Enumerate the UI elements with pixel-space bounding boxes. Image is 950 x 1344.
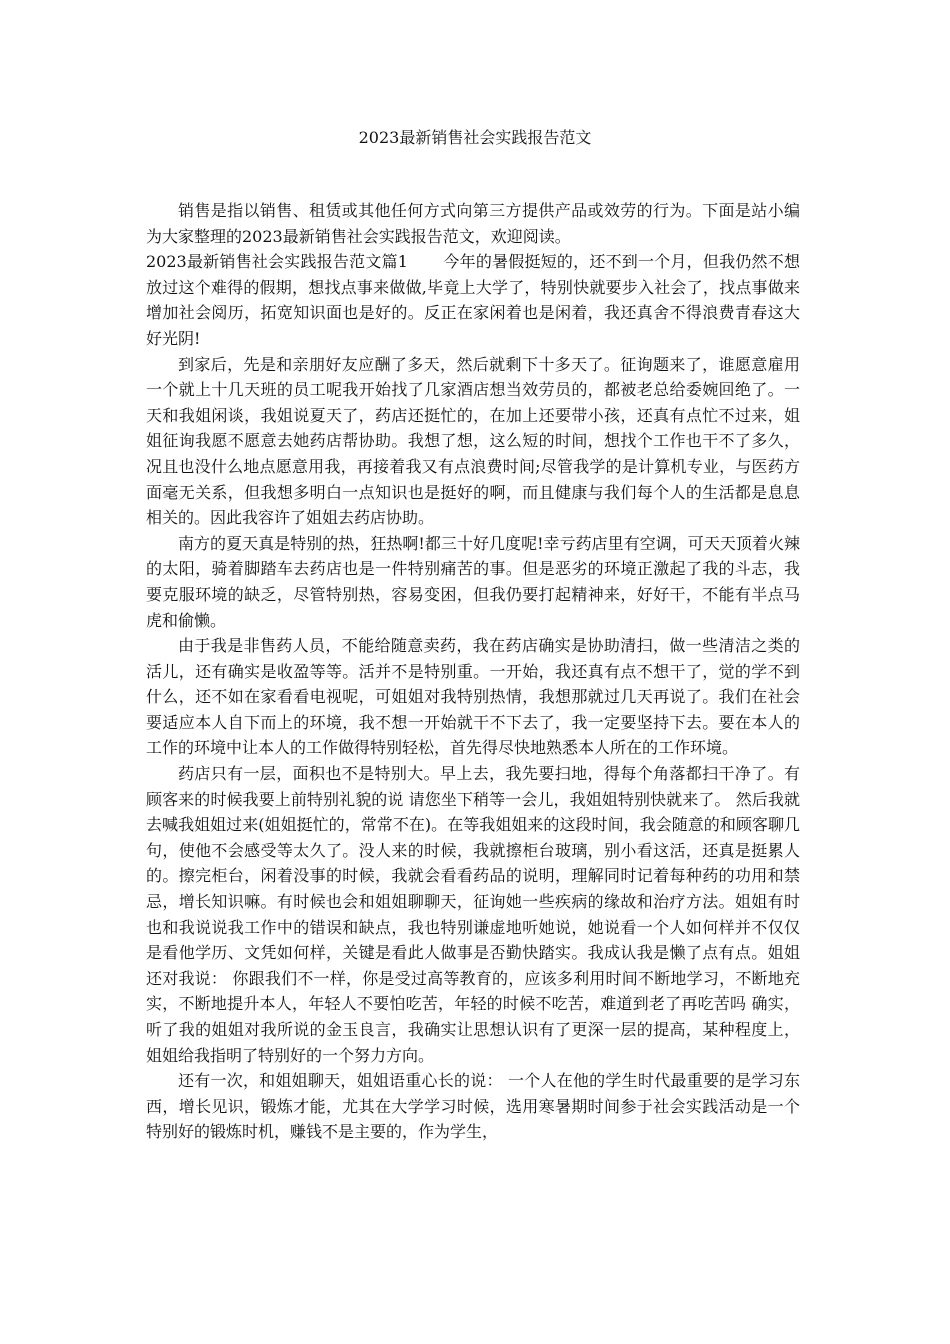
document-title: 2023最新销售社会实践报告范文 bbox=[358, 128, 592, 147]
body-paragraph-1: 到家后，先是和亲朋好友应酬了多天，然后就剩下十多天了。征询题来了，谁愿意雇用一个就上十几天班的员工呢我开始找了几家酒店想当效劳员的，都被老总给委婉回绝了。一天和我姐闲谈，我姐说夏天了，药店还挺忙的，在加上还要带小孩，还真有点忙不过来，姐姐征询我愿不愿意去她药店帮协助。我想了想，这么短的时间，想找个工作也干不了多久，况且也没什么地点愿意用我，再接着我又有点浪费时间;尽管我学的是计算机专业，与医药方面毫无关系，但我想多明白一点知识也是挺好的啊，而且健康与我们每个人的生活都是息息相关的。因此我容许了姐姐去药店协助。 bbox=[146, 354, 800, 528]
section-heading: 2023最新销售社会实践报告范文篇1 bbox=[146, 252, 408, 272]
body-paragraph-5: 还有一次，和姐姐聊天，姐姐语重心长的说： 一个人在他的学生时代最重要的是学习东西，增长见识，锻炼才能，尤其在大学学习时候，选用寒暑期时间参于社会实践活动是一个特别好的锻炼时机，赚钱不是主要的，作为学生， bbox=[146, 1071, 800, 1142]
body-paragraph-3: 由于我是非售药人员，不能给随意卖药，我在药店确实是协助清扫，做一些清洁之类的活儿，还有确实是收盈等等。活并不是特别重。一开始，我还真有点不想干了，觉的学不到什么，还不如在家看看电视呢，可姐姐对我特别热情，我想那就过几天再说了。我们在社会要适应本人自下而上的环境，我不想一开始就干不下去了，我一定要坚持下去。要在本人的工作的环境中让本人的工作做得特别轻松，首先得尽快地熟悉本人所在的工作环境。 bbox=[146, 636, 800, 758]
section-paragraph bbox=[146, 249, 800, 351]
body-paragraph-2: 南方的夏天真是特别的热，狂热啊!都三十好几度呢!幸亏药店里有空调，可天天顶着火辣的太阳，骑着脚踏车去药店也是一件特别痛苦的事。但是恶劣的环境正激起了我的斗志，我要克服环境的缺乏，尽管特别热，容易变困，但我仍要打起精神来，好好干，不能有半点马虎和偷懒。 bbox=[146, 533, 800, 630]
document-body bbox=[146, 198, 800, 1145]
section-first-text: 今年的暑假挺短的，还不到一个月，但我仍然不想放过这个难得的假期，想找点事来做做,毕竟上大学了，特别快就要步入社会了，找点事做来增加社会阅历，拓宽知识面也是好的。反正在家闲着也是闲着，我还真舍不得浪费青春这大好光阴! bbox=[146, 252, 800, 348]
intro-paragraph: 销售是指以销售、租赁或其他任何方式向第三方提供产品或效劳的行为。下面是站小编为大家整理的2023最新销售社会实践报告范文，欢迎阅读。 bbox=[146, 201, 800, 246]
body-paragraph-4: 药店只有一层，面积也不是特别大。早上去，我先要扫地，得每个角落都扫干净了。有顾客来的时候我要上前特别礼貌的说 请您坐下稍等一会儿，我姐姐特别快就来了。 然后我就去喊我姐姐过来(姐姐挺忙的，常常不在)。在等我姐姐来的这段时间，我会随意的和顾客聊几句，使他不会感受等太久了。没人来的时候，我就擦柜台玻璃，别小看这活，还真是挺累人的。擦完柜台，闲着没事的时候，我就会看看药品的说明，理解同时记着每种药的功用和禁忌，增长知识嘛。有时候也会和姐姐聊聊天，征询她一些疾病的缘故和治疗方法。姐姐有时也和我说说我工作中的错误和缺点，我也特别谦虚地听她说，她说看一个人如何样并不仅仅是看他学历、文凭如何样，关键是看此人做事是否勤快踏实。我成认我是懒了点有点。姐姐还对我说： 你跟我们不一样，你是受过高等教育的，应该多利用时间不断地学习，不断地充实，不断地提升本人，年轻人不要怕吃苦，年轻的时候不吃苦，难道到老了再吃苦吗 确实，听了我的姐姐对我所说的金玉良言，我确实让思想认识有了更深一层的提高，某种程度上，姐姐给我指明了特别好的一个努力方向。 bbox=[146, 764, 800, 1065]
